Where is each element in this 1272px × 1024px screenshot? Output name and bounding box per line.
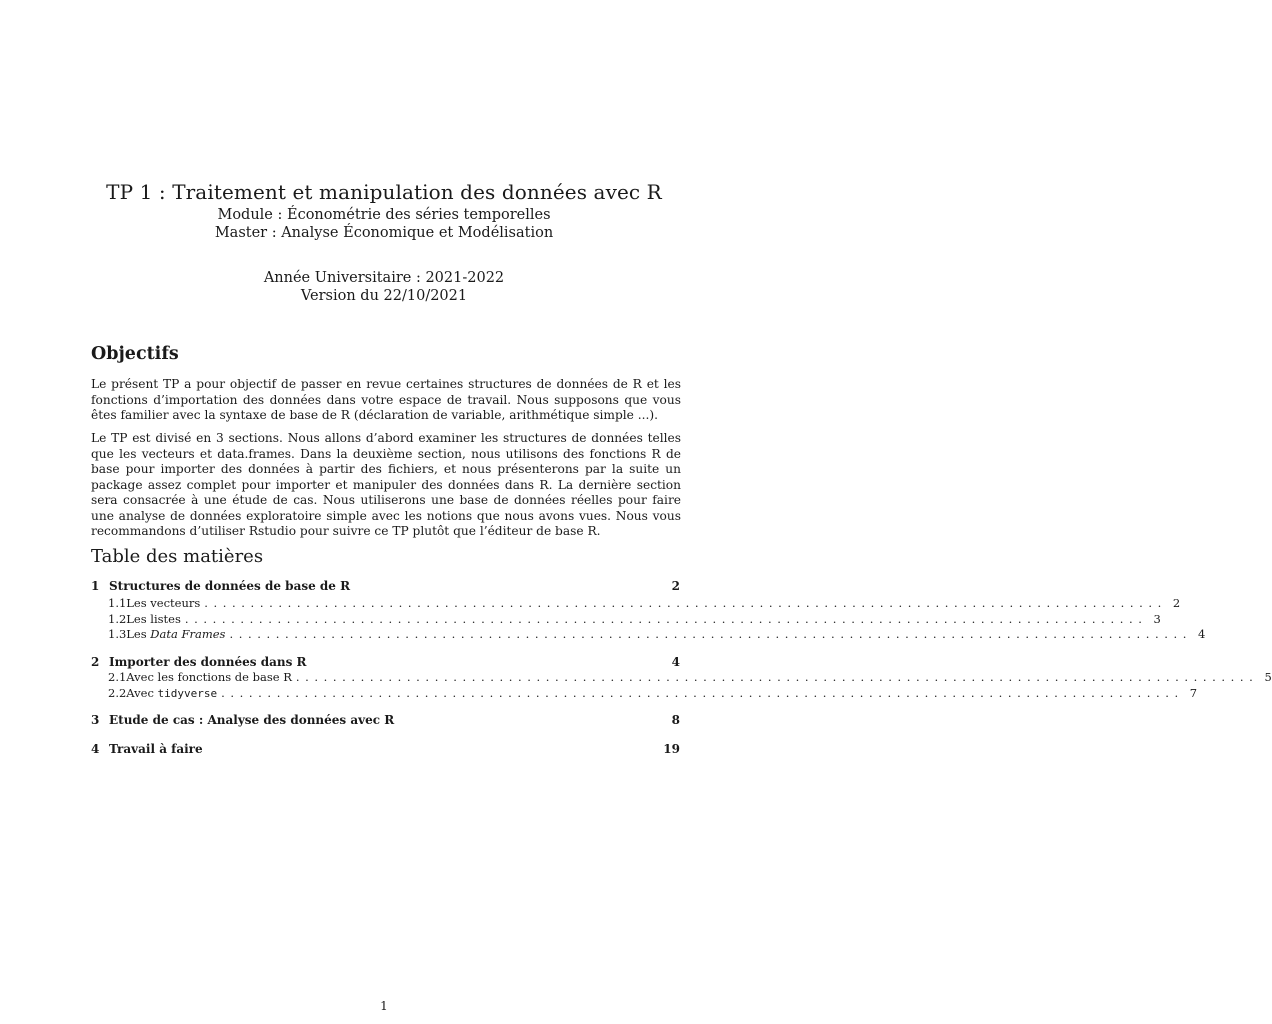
toc-label-prefix: Les bbox=[126, 627, 151, 641]
toc-number: 1.3 bbox=[108, 627, 127, 641]
toc-page: 7 bbox=[1189, 686, 1198, 700]
objectives-paragraph-2: Le TP est divisé en 3 sections. Nous allons d’abord examiner les structures de données telles que les vecteurs et data.frames. Dans la deuxième section, nous utilisons des fonctions R de base pour importer des données à partir des fichiers, et nous présenterons par la suite un package assez complet pour importer et manipuler des données dans R. La dernière section sera consacrée à une étude de cas. Nous utiliserons une base de données réelles pour faire une analyse de données exploratoire simple avec les notions que nous avons vues. Nous vous recommandons d’utiliser Rstudio pour suivre ce TP plutôt que l’éditeur de base R. bbox=[91, 431, 681, 538]
toc-number: 2.1 bbox=[108, 670, 127, 684]
toc-page: 2 bbox=[671, 579, 680, 593]
objectives-paragraph-1: Le présent TP a pour objectif de passer en revue certaines structures de données de R et les fonctions d’importation des données dans votre espace de travail. Nous supposons que vous êtes familier avec la syntaxe de base de R (déclaration de variable, arithmétique simple ...). bbox=[91, 377, 681, 422]
toc-label: Les listes bbox=[126, 612, 181, 626]
toc-leader-dots: ........................................................................................................ bbox=[221, 686, 1184, 700]
toc-heading: Table des matières bbox=[91, 546, 264, 567]
document-title: TP 1 : Traitement et manipulation des données avec R bbox=[106, 180, 662, 204]
page-number: 1 bbox=[380, 999, 388, 1013]
toc-label-code: tidyverse bbox=[157, 687, 218, 700]
toc-label: Importer des données dans R bbox=[109, 655, 307, 669]
master-line: Master : Analyse Économique et Modélisation bbox=[214, 225, 554, 241]
toc-number: 2 bbox=[91, 655, 100, 669]
toc-label-italic: Data Frames bbox=[150, 627, 226, 641]
toc-page: 19 bbox=[663, 742, 680, 756]
toc-page: 8 bbox=[671, 713, 680, 727]
toc-page: 5 bbox=[1264, 670, 1272, 684]
objectives-heading: Objectifs bbox=[91, 344, 179, 364]
toc-label bbox=[126, 686, 217, 700]
toc-page: 2 bbox=[1172, 596, 1181, 610]
toc-leader-dots: ........................................................................................................ bbox=[295, 670, 1259, 684]
academic-year: Année Universitaire : 2021-2022 bbox=[263, 270, 505, 286]
toc-entry-4[interactable] bbox=[91, 742, 680, 758]
toc-number: 1 bbox=[91, 579, 100, 593]
toc-number: 1.1 bbox=[108, 596, 127, 610]
toc-entry-1-2[interactable] bbox=[108, 612, 1161, 628]
toc-label: Structures de données de base de R bbox=[109, 579, 351, 593]
toc-label: Etude de cas : Analyse des données avec R bbox=[109, 713, 395, 727]
toc-number: 3 bbox=[91, 713, 100, 727]
toc-entry-1-1[interactable] bbox=[108, 596, 1181, 612]
toc-number: 4 bbox=[91, 742, 100, 756]
toc-label-prefix: Avec bbox=[126, 686, 158, 700]
toc-label: Avec les fonctions de base R bbox=[126, 670, 292, 684]
toc-entry-1[interactable] bbox=[91, 579, 680, 595]
toc-leader-dots: ........................................................................................................ bbox=[204, 596, 1167, 610]
toc-label: Les vecteurs bbox=[126, 596, 201, 610]
toc-entry-1-3[interactable] bbox=[108, 627, 1206, 643]
toc-entry-2[interactable] bbox=[91, 655, 680, 671]
toc-leader-dots: ........................................................................................................ bbox=[184, 612, 1148, 626]
toc-number: 1.2 bbox=[108, 612, 127, 626]
toc-entry-2-2[interactable] bbox=[108, 686, 1198, 702]
version-date: Version du 22/10/2021 bbox=[300, 288, 468, 304]
toc-page: 3 bbox=[1153, 612, 1161, 626]
toc-page: 4 bbox=[671, 655, 680, 669]
toc-page: 4 bbox=[1198, 627, 1206, 641]
toc-label bbox=[126, 627, 225, 641]
toc-label: Travail à faire bbox=[109, 742, 203, 756]
toc-number: 2.2 bbox=[108, 686, 127, 700]
toc-leader-dots: ........................................................................................................ bbox=[229, 627, 1193, 641]
module-line: Module : Économétrie des séries temporelles bbox=[217, 207, 551, 223]
toc-entry-3[interactable] bbox=[91, 713, 680, 729]
toc-entry-2-1[interactable] bbox=[108, 670, 1272, 686]
